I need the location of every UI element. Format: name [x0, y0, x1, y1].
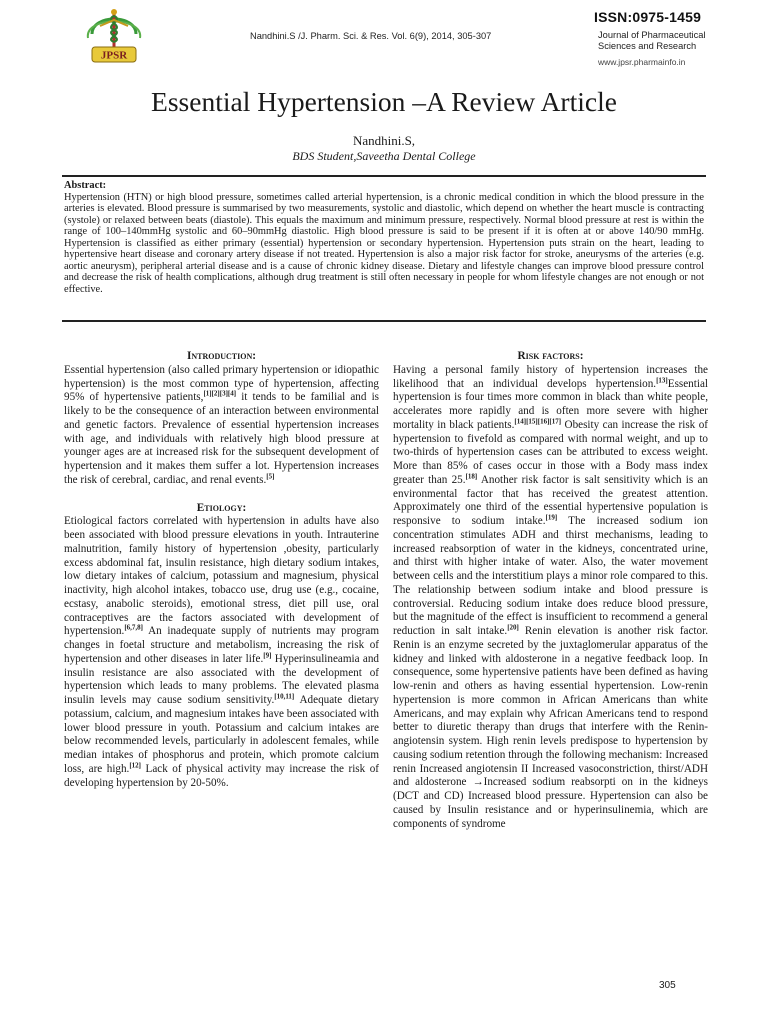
citation: [13] — [656, 375, 668, 384]
risk-text-2: Essential hypertension is four times more common in black than white people, accelerates more rapidly and is often more severe with higher mortality in black patients. — [393, 377, 708, 431]
logo-text: JPSR — [100, 49, 128, 62]
abstract-text: Hypertension (HTN) or high blood pressure, sometimes called arterial hypertension, is a chronic medical condition in which the blood pressure in the arteries is elevated. Blood pressure is summarised by two measurements, systolic and diastolic, which depend on whether the heart muscle is contracting (systole) or relaxed between beats (diastole). This equals the maximum and minimum pressure, respectively. Normal blood pressure at rest is within the range of 100–140mmHg systolic and 60–90mmHg diastolic. High blood pressure is said to be present if it is often at or above 140/90 mmHg. Hypertension is classified as either primary (essential) hypertension or secondary hypertension. Hypertension puts strain on the heart, leading to hypertensive heart disease and coronary artery disease if not treated. Hypertension is also a major risk factor for stroke, aneurysms of the arteries (e.g. aortic aneurysm), peripheral arterial disease and is a cause of chronic kidney disease. Dietary and lifestyle changes can improve blood pressure control and decrease the risk of health complications, although drug treatment is still often necessary in people for whom lifestyle changes are not enough or not effective. — [64, 191, 704, 295]
citation: [12] — [129, 761, 142, 770]
journal-name-line1: Journal of Pharmaceutical — [598, 30, 706, 40]
risk-text-6: Renin elevation is another risk factor. Renin is an enzyme secreted by the juxtaglomerular apparatus of the kidney and linked with aldosterone in a negative feedback loop. In consequence, some hypertensive patients have been defined as having low-renin and others as having essential hypertension. Low-renin hypertension is more common in African Americans than white Americans, and may explain why African Americans tend to respond better to diuretic therapy than drugs that interfere with the Renin-angiotensin system. High renin levels predispose to hypertension by causing sodium retention through the following mechanism: Increased renin Increased angiotensin II Increased vasoconstriction, thirst/ADH and aldosterone →Increased sodium reabsorpti on in the kidneys (DCT and CD) Increased blood pressure. Hypertension can also be caused by Insulin resistance and or hyperinsulinemia, which are components of syndrome — [393, 625, 708, 830]
introduction-paragraph — [64, 364, 379, 488]
citation: [5] — [266, 472, 275, 481]
etiology-heading: Etiology: — [196, 501, 247, 514]
citation: [1][2][3][4] — [203, 389, 237, 398]
abstract-top-rule — [62, 175, 706, 177]
journal-name — [598, 30, 706, 52]
citation: [6,7,8] — [124, 623, 144, 632]
author-affiliation: BDS Student,Saveetha Dental College — [292, 149, 476, 163]
journal-logo — [78, 4, 150, 66]
author-name: Nandhini.S, — [352, 133, 416, 148]
citation: [10,11] — [274, 692, 295, 701]
journal-url[interactable]: www.jpsr.pharmainfo.in — [598, 57, 686, 67]
risk-text-5: The increased sodium ion concentration stimulates ADH and thirst mechanisms, leading to increased reabsorption of water in the kidneys, concentrated urine, and thirst with higher intake of water. Also, the water movement between cells and the interstitium plays a minor role compared to this. The relationship between sodium intake and blood pressure is controversial. Reducing sodium intake does reduce blood pressure, but the magnitude of the effect is insufficient to recommend a general reduction in salt intake. — [393, 515, 708, 637]
risk-factors-heading: Risk factors: — [517, 350, 584, 362]
etiology-text-3: Hyperinsulineamia and insulin resistance are also associated with the development of hypertension which leads to many problems. The elevated plasma insulin levels may cause sodium sensitivity. — [64, 652, 379, 706]
abstract — [64, 180, 704, 295]
citation: [14][15][16][17] — [514, 417, 562, 426]
risk-factors-paragraph — [393, 364, 708, 832]
etiology-text-2: An inadequate supply of nutrients may program changes in foetal structure and metabolism, increasing the risk of hypertension and other diseases in later life. — [64, 625, 379, 665]
abstract-heading: Abstract: — [64, 180, 107, 191]
introduction-heading: Introduction: — [186, 350, 257, 362]
introduction-text-1: Essential hypertension (also called primary hypertension or idiopathic hypertension) is the most common type of hypertension, affecting 95% of hypertensive patients, — [64, 363, 379, 404]
citation: [19] — [545, 513, 558, 522]
citation: [9] — [263, 651, 272, 660]
page-number: 305 — [659, 980, 676, 991]
article-title: Essential Hypertension –A Review Article — [151, 86, 617, 117]
issn: ISSN:0975-1459 — [594, 9, 702, 25]
risk-text-4: Another risk factor is salt sensitivity which is an environmental factor that has received the greatest attention. Approximately one third of the essential hypertensive population is responsive to sodium intake. — [393, 473, 708, 527]
right-column — [393, 350, 708, 831]
etiology-paragraph — [64, 515, 379, 790]
etiology-text-5: Lack of physical activity may increase the risk of developing hypertension by 20-50%. — [64, 762, 379, 789]
risk-text-1: Having a personal family history of hypertension increases the likelihood that an individual develops hypertension. — [393, 363, 708, 390]
citation: [18] — [465, 472, 478, 481]
introduction-text-2: it tends to be familial and is likely to be the consequence of an interaction between environmental and genetic factors. Prevalence of essential hypertension increases with age, and individuals with relatively high blood pressure at younger ages are at increased risk for the subsequent development of hypertension and it makes them suffer a lot. Hypertension increases the risk of cerebral, cardiac, and renal events. — [64, 391, 380, 486]
citation: [20] — [507, 623, 519, 632]
etiology-text-1: Etiological factors correlated with hypertension in adults have also been associated with blood pressure elevations in youth. Intrauterine malnutrition, family history of hypertension ,obesity, particularly excess abdominal fat, insulin resistance, high dietary sodium intakes, low dietary intakes of calcium, potassium and magnesium, physical inactivity, high alcohol intakes, tobacco use, drug use (e.g., cocaine, ecstasy, anabolic steroids), emotional stress, diet pill use, oral contraceptives are the factors associated with development of hypertension. — [64, 515, 379, 638]
risk-text-3: Obesity can increase the risk of hypertension to fivefold as compared with normal weight, and up to two-thirds of hypertension cases can be attributed to excess weight. More than 85% of cases occur in those with a Body mass index greater than 25. — [393, 418, 708, 486]
journal-name-line2: Sciences and Research — [598, 41, 697, 51]
journal-reference: Nandhini.S /J. Pharm. Sci. & Res. Vol. 6(9), 2014, 305-307 — [250, 31, 492, 41]
abstract-bottom-rule — [62, 320, 706, 322]
left-column — [64, 350, 379, 790]
etiology-text-4: Adequate dietary potassium, calcium, and magnesium intakes have been associated with lower blood pressure in youth. Potassium and calcium intakes are below recommended levels, particularly in adolescent females, while median intakes of phosphorus and protein, which promote calcium loss, are high. — [64, 694, 379, 775]
